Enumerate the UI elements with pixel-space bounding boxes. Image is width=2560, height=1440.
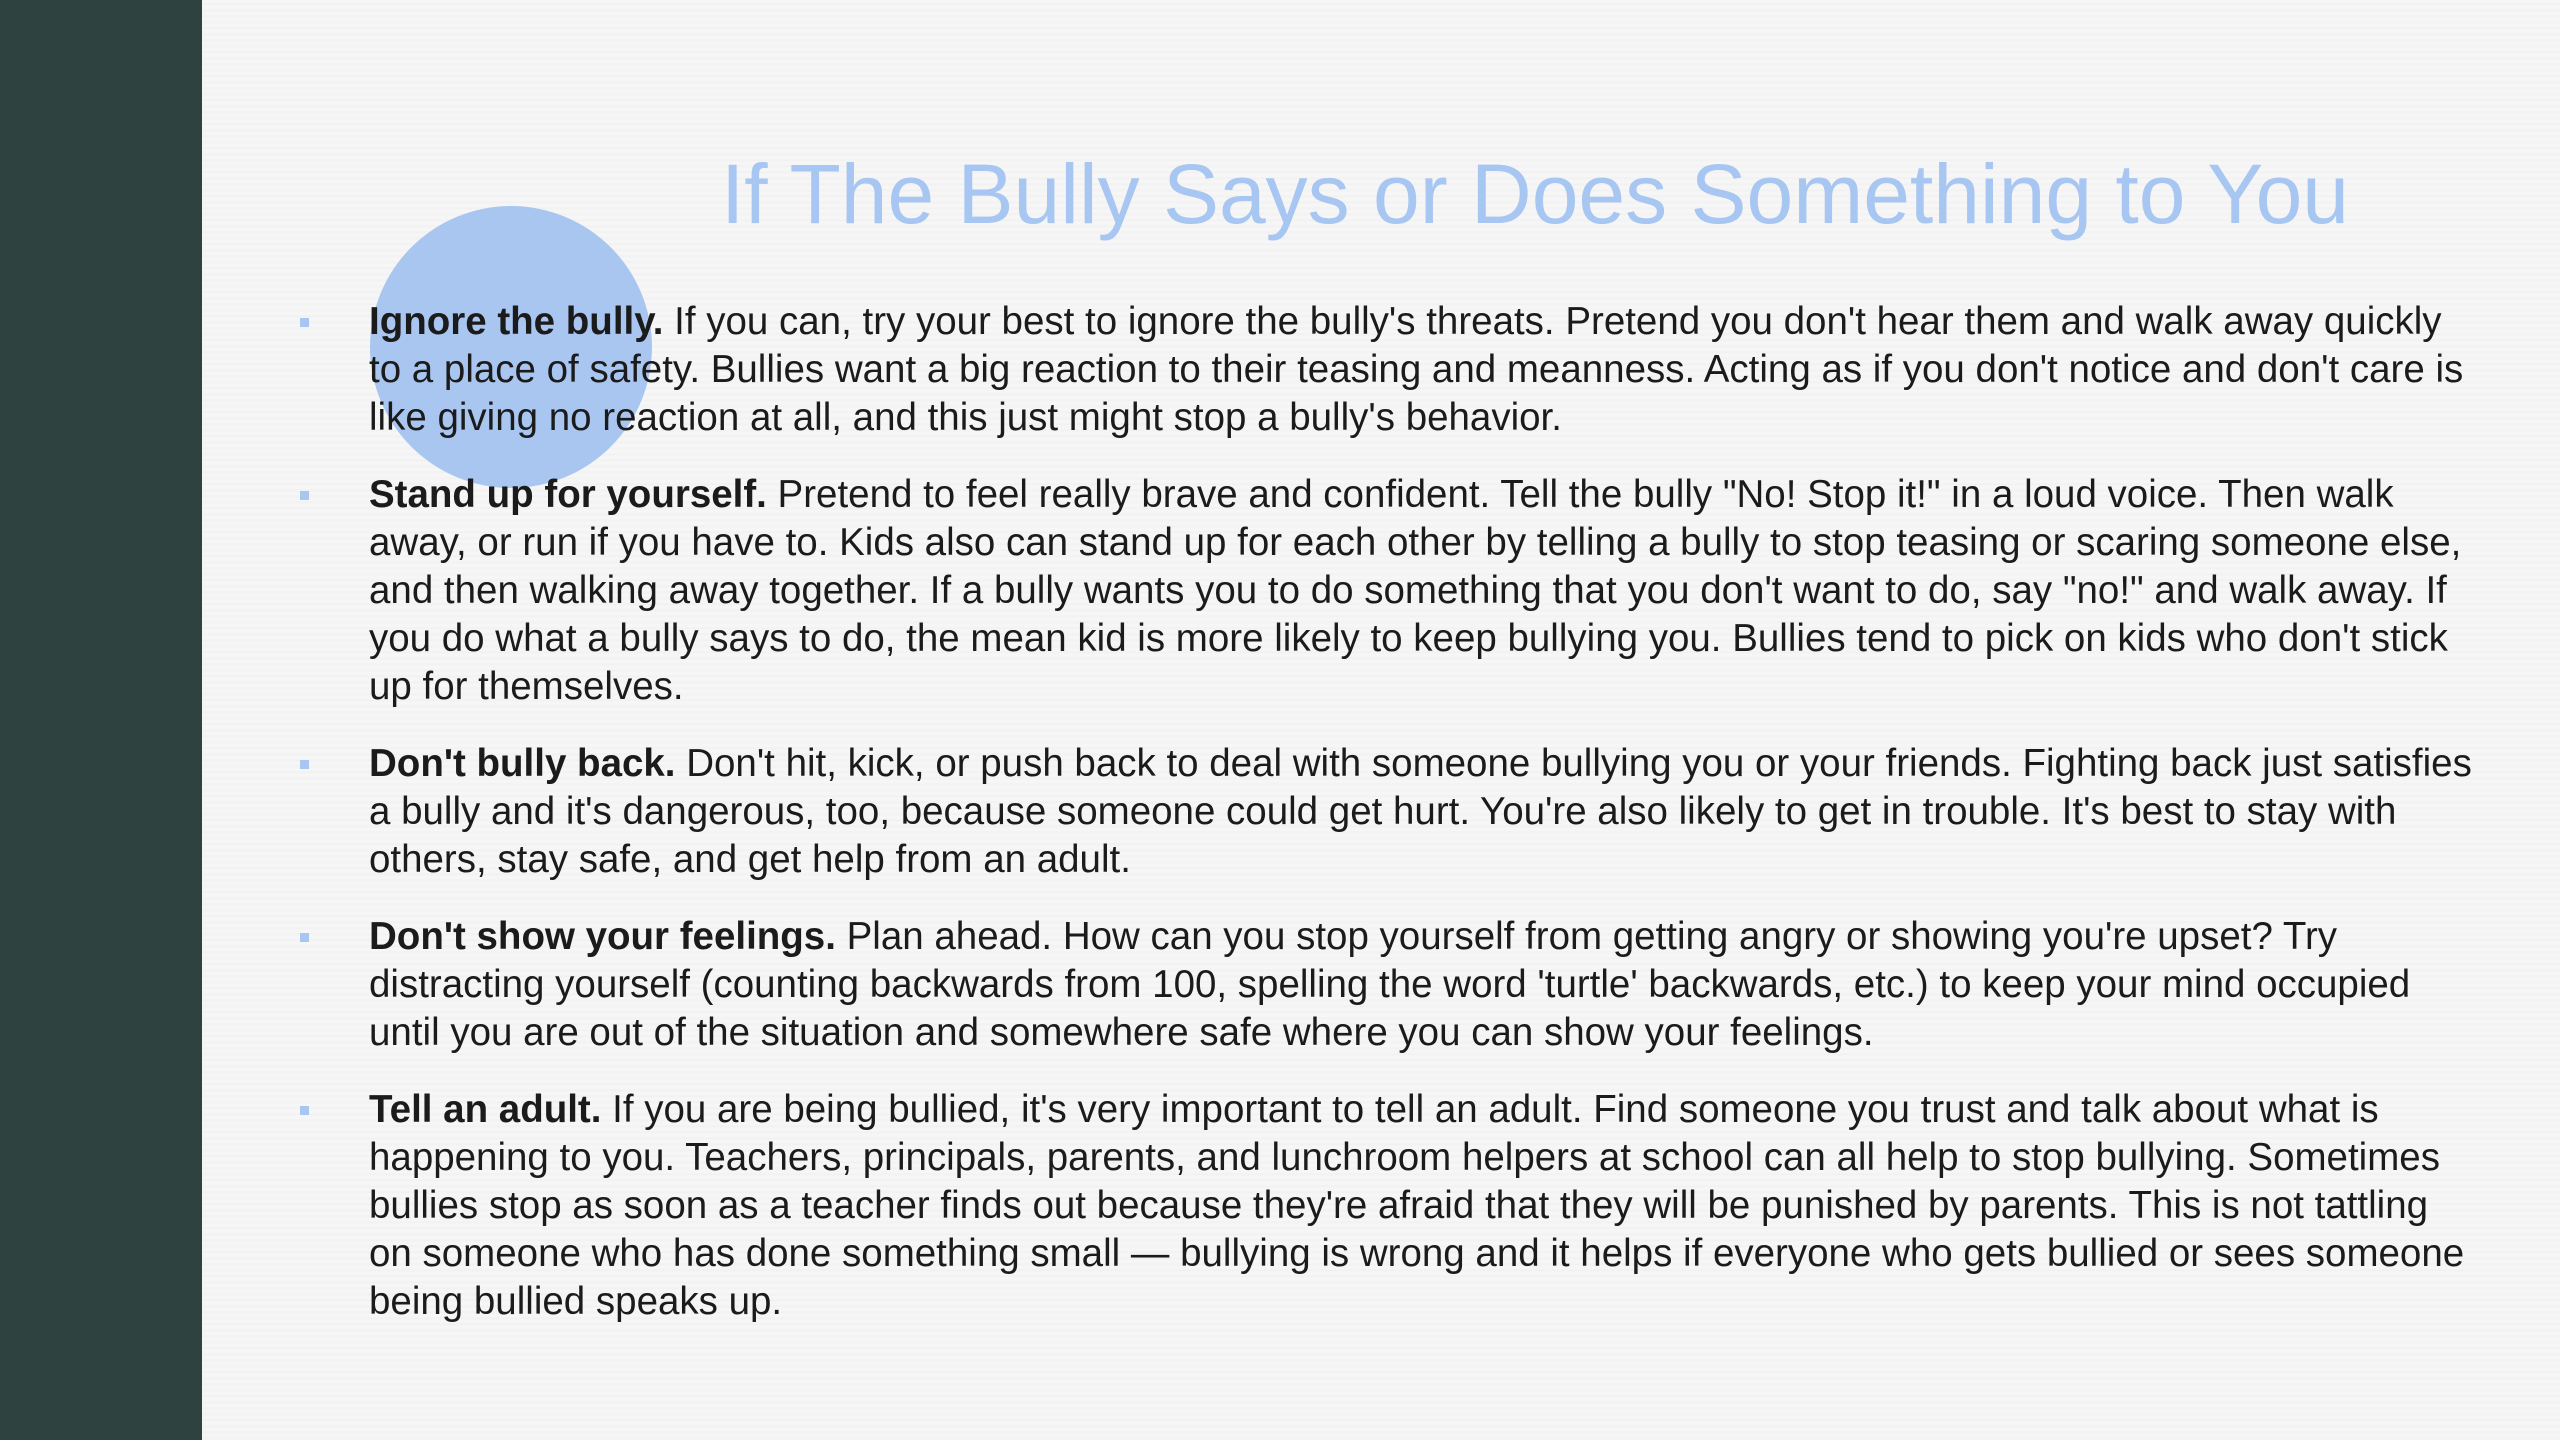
bullet-ignore-the-bully [300, 298, 2480, 442]
bullet-lead: Tell an adult. [369, 1088, 602, 1131]
bullet-tell-an-adult [300, 1086, 2480, 1326]
bullet-text: Plan ahead. How can you stop yourself from getting angry or showing you're upset? Try distracting yourself (counting backwards from 100, spelling the word 'turtle' backwards, etc.) to keep your mind occupied until you are out of the situation and somewhere safe where you can show your feelings. [369, 915, 2411, 1054]
bullet-lead: Don't bully back. [369, 742, 676, 785]
slide-title: If The Bully Says or Does Something to You [720, 147, 2350, 242]
bullet-text: Don't hit, kick, or push back to deal with someone bullying you or your friends. Fighting back just satisfies a bully and it's dangerous, too, because someone could get hurt. You're also likely to get in trouble. It's best to stay with others, stay safe, and get help from an adult. [369, 742, 2472, 881]
left-sidebar-bar [0, 0, 202, 1440]
bullet-square-icon [300, 491, 309, 500]
bullet-lead: Stand up for yourself. [369, 473, 767, 516]
bullet-text: If you are being bullied, it's very important to tell an adult. Find someone you trust and talk about what is happening to you. Teachers, principals, parents, and lunchroom helpers at school can all help to stop bullying. Sometimes bullies stop as soon as a teacher finds out because they're afraid that they will be punished by parents. This is not tattling on someone who has done something small — bullying is wrong and it helps if everyone who gets bullied or sees someone being bullied speaks up. [369, 1088, 2465, 1323]
bullet-stand-up-for-yourself [300, 471, 2480, 711]
bullet-square-icon [300, 1106, 309, 1115]
bullet-text: Pretend to feel really brave and confident. Tell the bully "No! Stop it!" in a loud voice. Then walk away, or run if you have to. Kids also can stand up for each other by telling a bully to stop teasing or scaring someone else, and then walking away together. If a bully wants you to do something that you don't want to do, say "no!" and walk away. If you do what a bully says to do, the mean kid is more likely to keep bullying you. Bullies tend to pick on kids who don't stick up for themselves. [369, 473, 2462, 708]
bullet-square-icon [300, 933, 309, 942]
bullet-square-icon [300, 760, 309, 769]
bullet-dont-bully-back [300, 740, 2480, 884]
bullet-dont-show-your-feelings [300, 913, 2480, 1057]
bullet-lead: Don't show your feelings. [369, 915, 836, 958]
bullet-lead: Ignore the bully. [369, 300, 664, 343]
bullet-list [300, 298, 2480, 1355]
bullet-square-icon [300, 318, 309, 327]
bullet-text: If you can, try your best to ignore the bully's threats. Pretend you don't hear them and walk away quickly to a place of safety. Bullies want a big reaction to their teasing and meanness. Acting as if you don't notice and don't care is like giving no reaction at all, and this just might stop a bully's behavior. [369, 300, 2464, 439]
